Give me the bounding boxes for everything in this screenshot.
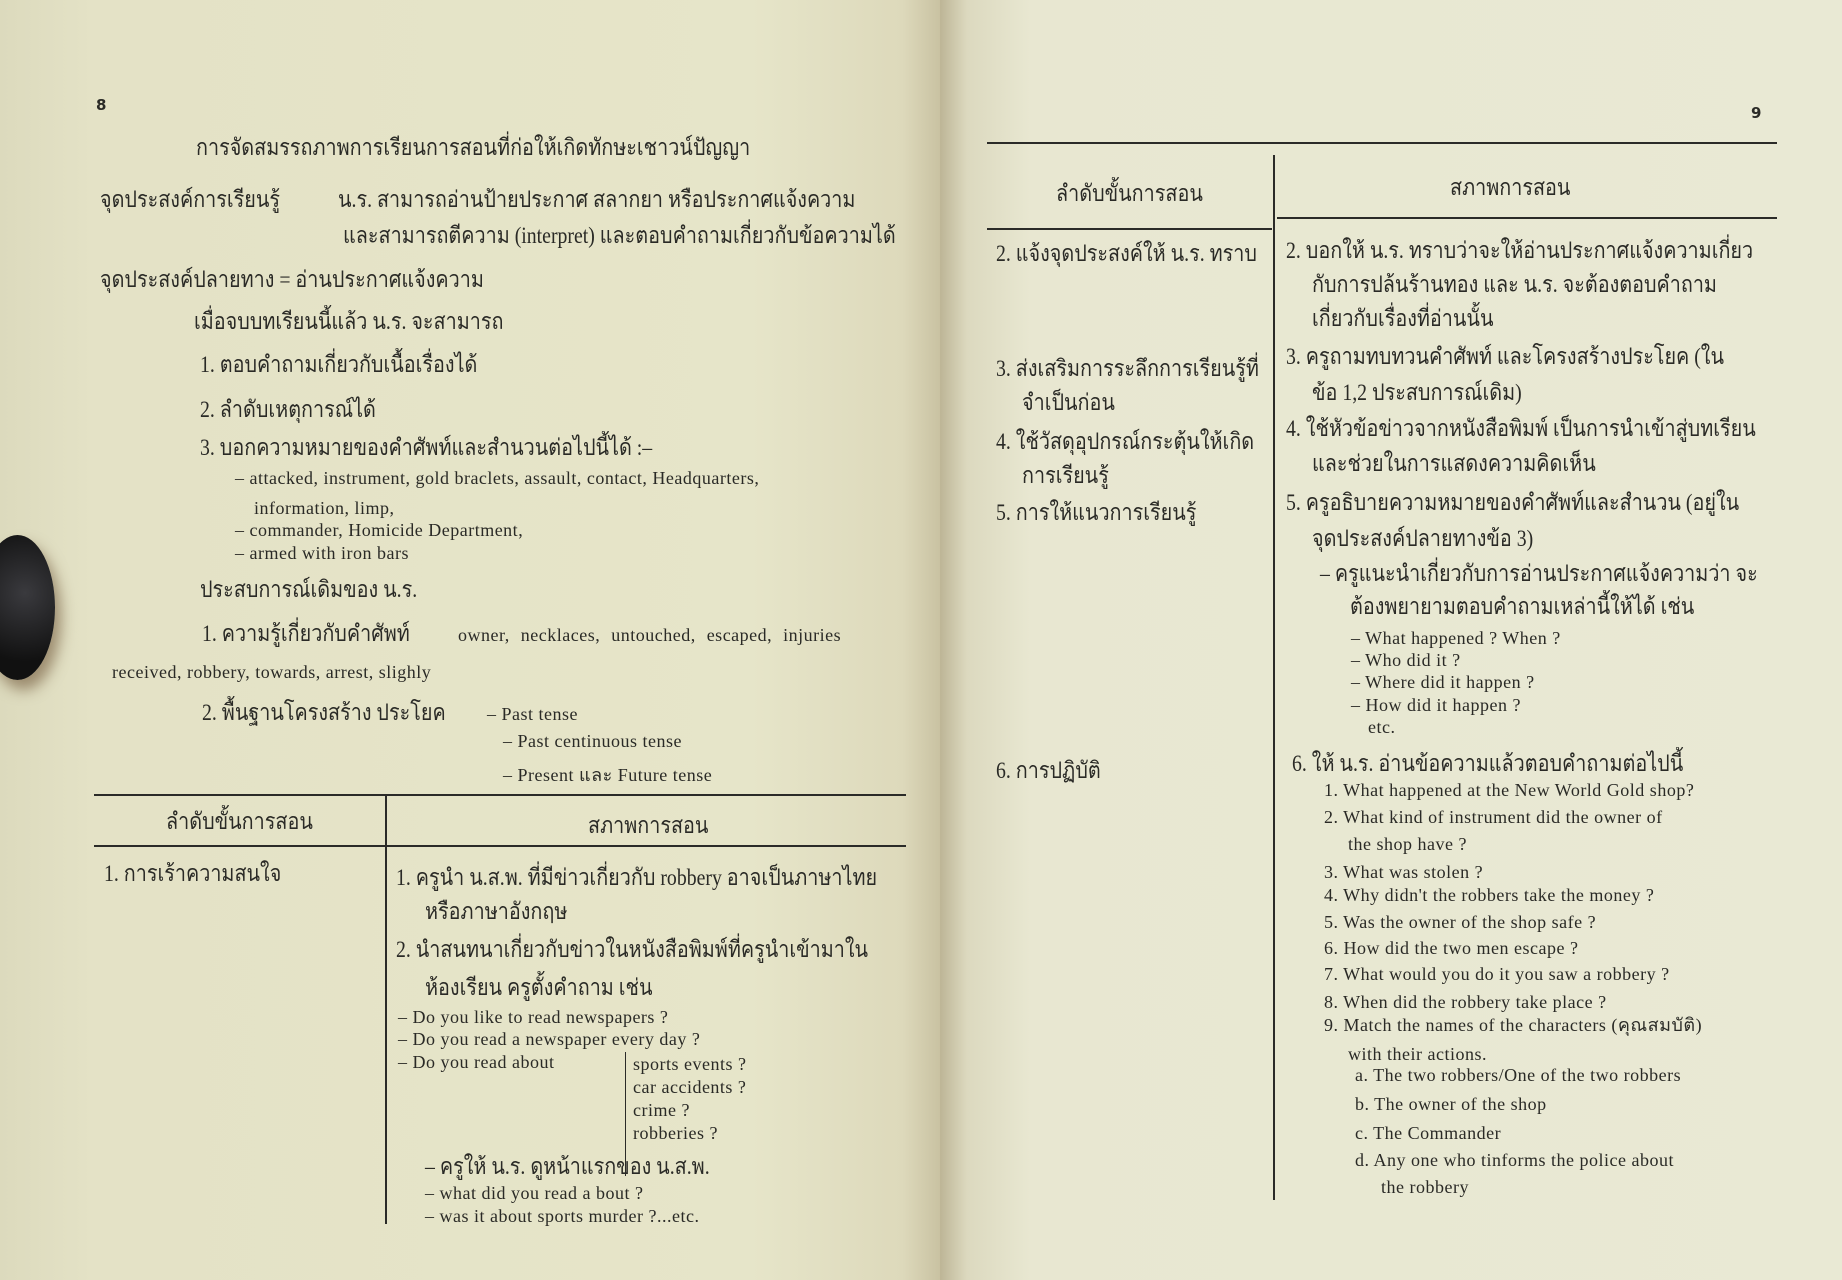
activity-line: ห้องเรียน ครูตั้งคำถาม เช่น [425, 975, 653, 1000]
followup-line: – what did you read a bout ? [425, 1183, 644, 1203]
step-cell: 4. ใช้วัสดุอุปกรณ์กระตุ้นให้เกิด [996, 429, 1255, 454]
character-item: the robbery [1381, 1177, 1469, 1197]
tense-item: – Past centinuous tense [503, 731, 682, 751]
step-cell: การเรียนรู้ [1022, 463, 1109, 488]
step-cell: 5. การให้แนวการเรียนรู้ [996, 500, 1197, 525]
activity-line: 1. ครูนำ น.ส.พ. ที่มีข่าวเกี่ยวกับ robbery อาจเป็นภาษาไทย [396, 865, 878, 890]
character-item: b. The owner of the shop [1355, 1094, 1547, 1114]
prior-item: 1. ความรู้เกี่ยวกับคำศัพท์ [202, 621, 410, 646]
activity-line: จุดประสงค์ปลายทางข้อ 3) [1312, 526, 1534, 551]
topic-item: robberies ? [633, 1123, 718, 1143]
guide-question: – Where did it happen ? [1351, 672, 1535, 692]
table-header-activity: สภาพการสอน [588, 813, 709, 838]
followup-line: – ครูให้ น.ร. ดูหน้าแรกของ น.ส.พ. [425, 1154, 710, 1179]
lesson-title: การจัดสมรรถภาพการเรียนการสอนที่ก่อให้เกิดทักษะเชาวน์ปัญญา [196, 135, 751, 160]
followup-line: – was it about sports murder ?...etc. [425, 1206, 700, 1226]
question-line: – Do you read a newspaper every day ? [398, 1029, 701, 1049]
page-number: 8 [96, 96, 107, 114]
after-lesson: เมื่อจบบทเรียนนี้แล้ว น.ร. จะสามารถ [194, 309, 504, 334]
step-cell: 6. การปฏิบัติ [996, 758, 1101, 783]
objective-label: จุดประสงค์การเรียนรู้ [100, 187, 281, 212]
character-item: c. The Commander [1355, 1123, 1502, 1143]
practice-question: 9. Match the names of the characters (คุณสมบัติ) [1324, 1015, 1703, 1035]
practice-question: 3. What was stolen ? [1324, 862, 1484, 882]
practice-question: 8. When did the robbery take place ? [1324, 992, 1607, 1012]
vocab-line: – commander, Homicide Department, [235, 520, 524, 540]
question-line: – Do you read about [398, 1052, 555, 1072]
tense-item: – Past tense [487, 704, 578, 724]
page-number: 9 [1751, 104, 1762, 122]
step-cell: 3. ส่งเสริมการระลึกการเรียนรู้ที่ [996, 356, 1259, 381]
table-header-rule [1277, 217, 1777, 219]
column-divider [385, 794, 387, 1224]
guide-question: – Who did it ? [1351, 650, 1461, 670]
vocab-line: – armed with iron bars [235, 543, 409, 563]
table-header-step: ลำดับขั้นการสอน [166, 809, 313, 834]
topic-item: car accidents ? [633, 1077, 747, 1097]
guide-question: – What happened ? When ? [1351, 628, 1561, 648]
table-top-rule [94, 794, 906, 796]
prior-item: 2. พื้นฐานโครงสร้าง ประโยค [202, 700, 446, 725]
practice-question: with their actions. [1348, 1044, 1487, 1064]
activity-line: กับการปล้นร้านทอง และ น.ร. จะต้องตอบคำถาม [1312, 272, 1717, 297]
table-header-rule [94, 845, 906, 847]
practice-question: 1. What happened at the New World Gold shop? [1324, 780, 1695, 800]
tense-item: – Present และ Future tense [503, 765, 713, 785]
objective-line: น.ร. สามารถอ่านป้ายประกาศ สลากยา หรือประกาศแจ้งความ [338, 187, 856, 212]
practice-question: 2. What kind of instrument did the owner of [1324, 807, 1663, 827]
activity-line: และช่วยในการแสดงความคิดเห็น [1312, 451, 1596, 476]
objective-line: และสามารถตีความ (interpret) และตอบคำถามเกี่ยวกับข้อความได้ [343, 223, 896, 248]
activity-line: 4. ใช้หัวข้อข่าวจากหนังสือพิมพ์ เป็นการนำเข้าสู่บทเรียน [1286, 416, 1756, 441]
guide-question: – How did it happen ? [1351, 695, 1521, 715]
question-line: – Do you like to read newspapers ? [398, 1007, 669, 1027]
vocab-line: – attacked, instrument, gold braclets, assault, contact, Headquarters, [235, 468, 760, 488]
activity-line: 3. ครูถามทบทวนคำศัพท์ และโครงสร้างประโยค (ใน [1286, 344, 1724, 369]
practice-question: 5. Was the owner of the shop safe ? [1324, 912, 1597, 932]
step-cell: 1. การเร้าความสนใจ [104, 861, 282, 886]
column-divider [1273, 155, 1275, 1200]
table-header-step: ลำดับขั้นการสอน [1056, 181, 1203, 206]
step-cell: จำเป็นก่อน [1022, 390, 1115, 415]
topic-item: crime ? [633, 1100, 690, 1120]
practice-intro: 6. ให้ น.ร. อ่านข้อความแล้วตอบคำถามต่อไปนี้ [1292, 751, 1684, 776]
prior-item-vocab: owner, necklaces, untouched, escaped, injuries [458, 625, 842, 645]
ability-item: 2. ลำดับเหตุการณ์ได้ [200, 397, 376, 422]
topic-item: sports events ? [633, 1054, 747, 1074]
right-page [940, 0, 1842, 1280]
activity-line: – ครูแนะนำเกี่ยวกับการอ่านประกาศแจ้งความว่า จะ [1320, 561, 1758, 586]
activity-line: หรือภาษาอังกฤษ [425, 899, 568, 924]
practice-question: 7. What would you do it you saw a robbery ? [1324, 964, 1670, 984]
table-header-rule [987, 228, 1272, 230]
practice-question: 4. Why didn't the robbers take the money ? [1324, 885, 1655, 905]
activity-line: 2. บอกให้ น.ร. ทราบว่าจะให้อ่านประกาศแจ้งความเกี่ยว [1286, 238, 1754, 263]
activity-line: ข้อ 1,2 ประสบการณ์เดิม) [1312, 380, 1522, 405]
practice-question: the shop have ? [1348, 834, 1467, 854]
prior-heading: ประสบการณ์เดิมของ น.ร. [200, 577, 418, 602]
activity-line: 5. ครูอธิบายความหมายของคำศัพท์และสำนวน (อยู่ใน [1286, 490, 1740, 515]
practice-question: 6. How did the two men escape ? [1324, 938, 1579, 958]
ability-item: 3. บอกความหมายของคำศัพท์และสำนวนต่อไปนี้ได้ :– [200, 435, 653, 460]
binder-clip [0, 535, 55, 680]
table-header-activity: สภาพการสอน [1450, 175, 1571, 200]
table-top-rule [987, 142, 1777, 144]
activity-line: 2. นำสนทนาเกี่ยวกับข่าวในหนังสือพิมพ์ที่ครูนำเข้ามาใน [396, 937, 869, 962]
ability-item: 1. ตอบคำถามเกี่ยวกับเนื้อเรื่องได้ [200, 352, 478, 377]
prior-item-vocab-cont: received, robbery, towards, arrest, slighly [112, 662, 432, 682]
activity-line: เกี่ยวกับเรื่องที่อ่านนั้น [1312, 306, 1494, 331]
terminal-objective: จุดประสงค์ปลายทาง = อ่านประกาศแจ้งความ [100, 267, 484, 292]
vocab-line: information, limp, [254, 498, 395, 518]
guide-question: etc. [1368, 717, 1396, 737]
character-item: d. Any one who tinforms the police about [1355, 1150, 1674, 1170]
activity-line: ต้องพยายามตอบคำถามเหล่านี้ให้ได้ เช่น [1350, 594, 1695, 619]
step-cell: 2. แจ้งจุดประสงค์ให้ น.ร. ทราบ [996, 241, 1257, 266]
character-item: a. The two robbers/One of the two robbers [1355, 1065, 1682, 1085]
